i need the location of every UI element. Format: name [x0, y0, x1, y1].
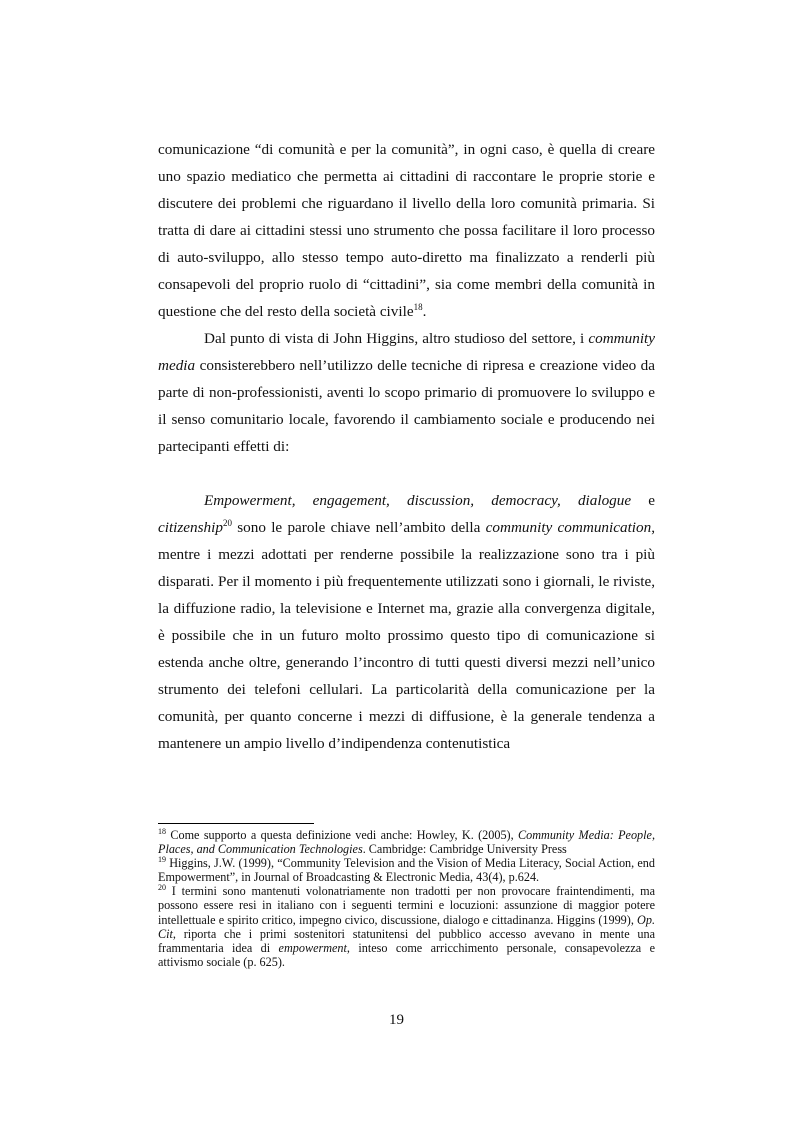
page-number: 19	[389, 1012, 404, 1028]
footnote-ref-18[interactable]: 18	[413, 301, 423, 312]
body-text	[158, 136, 655, 757]
footnote-18: $^{18}$ Come supporto a questa definizione vedi anche: Howley, K. (2005), Community Media: People, Places, and Communication Technologies. Cambridge: Cambridge University Press	[158, 826, 655, 857]
footnote-separator	[158, 823, 314, 824]
paragraph-2: Dal punto di vista di John Higgins, altro studioso del settore, i community media consisterebbero nell’utilizzo delle tecniche di ripresa e creazione video da parte di non-professionisti, aventi lo scopo primario di promuovere lo sviluppo e il senso comunitario locale, favorendo il cambiamento sociale e producendo nei partecipanti effetti di:	[158, 330, 655, 455]
footnotes	[158, 828, 655, 969]
footnote-19: $^{19}$ Higgins, J.W. (1999), “Community Television and the Vision of Media Literacy, Social Action, end Empowerment”, in Journal of Broadcasting & Electronic Media, 43(4), p.624.	[158, 855, 655, 885]
footnote-ref-20[interactable]: 20	[222, 517, 232, 528]
paragraph-3: Empowerment, engagement, discussion, democracy, dialogue e citizenship$^{20}$ sono le parole chiave nell’ambito della community communication, mentre i mezzi adottati per renderne possibile la realizzazione sono tra i più disparati. Per il momento i più frequentemente utilizzati sono i giornali, le riviste, la diffuzione radio, la televisione e Internet ma, grazie alla convergenza digitale, è possibile che in un futuro molto prossimo questo tipo di comunicazione si estenda anche oltre, generando l’incontro di tutti questi diversi mezzi nell’unico strumento dei telefoni cellulari. La particolarità della comunicazione per la comunità, per quanto concerne i mezzi di diffusione, è la generale tendenza a mantenere un ampio livello d’indipendenza contenutistica	[158, 492, 655, 752]
footnote-20: $^{20}$ I termini sono mantenuti volonatriamente non tradotti per non provocare fraintendimenti, ma possono essere resi in italiano con i seguenti termini e locuzioni: assunzione di maggior potere intellettuale e spirito critico, impegno civico, discussione, dialogo e cittadinanza. Higgins (1999), Op. Cit, riporta che i primi sostenitori statunitensi del pubblico accesso avevano in mente una frammentaria idea di empowerment, inteso come arricchimento personale, consapevolezza e attivismo sociale (p. 625).	[158, 883, 656, 969]
paragraph-1: comunicazione “di comunità e per la comunità”, in ogni caso, è quella di creare uno spazio mediatico che permetta ai cittadini di raccontare le proprie storie e discutere dei problemi che riguardano il livello della loro comunità primaria. Si tratta di dare ai cittadini stessi uno strumento che possa facilitare il loro processo di auto-sviluppo, allo stesso tempo auto-diretto ma finalizzato a renderli più consapevoli del proprio ruolo di “cittadini”, sia come membri della comunità in questione che del resto della società civile$^{18}$.	[158, 141, 655, 320]
